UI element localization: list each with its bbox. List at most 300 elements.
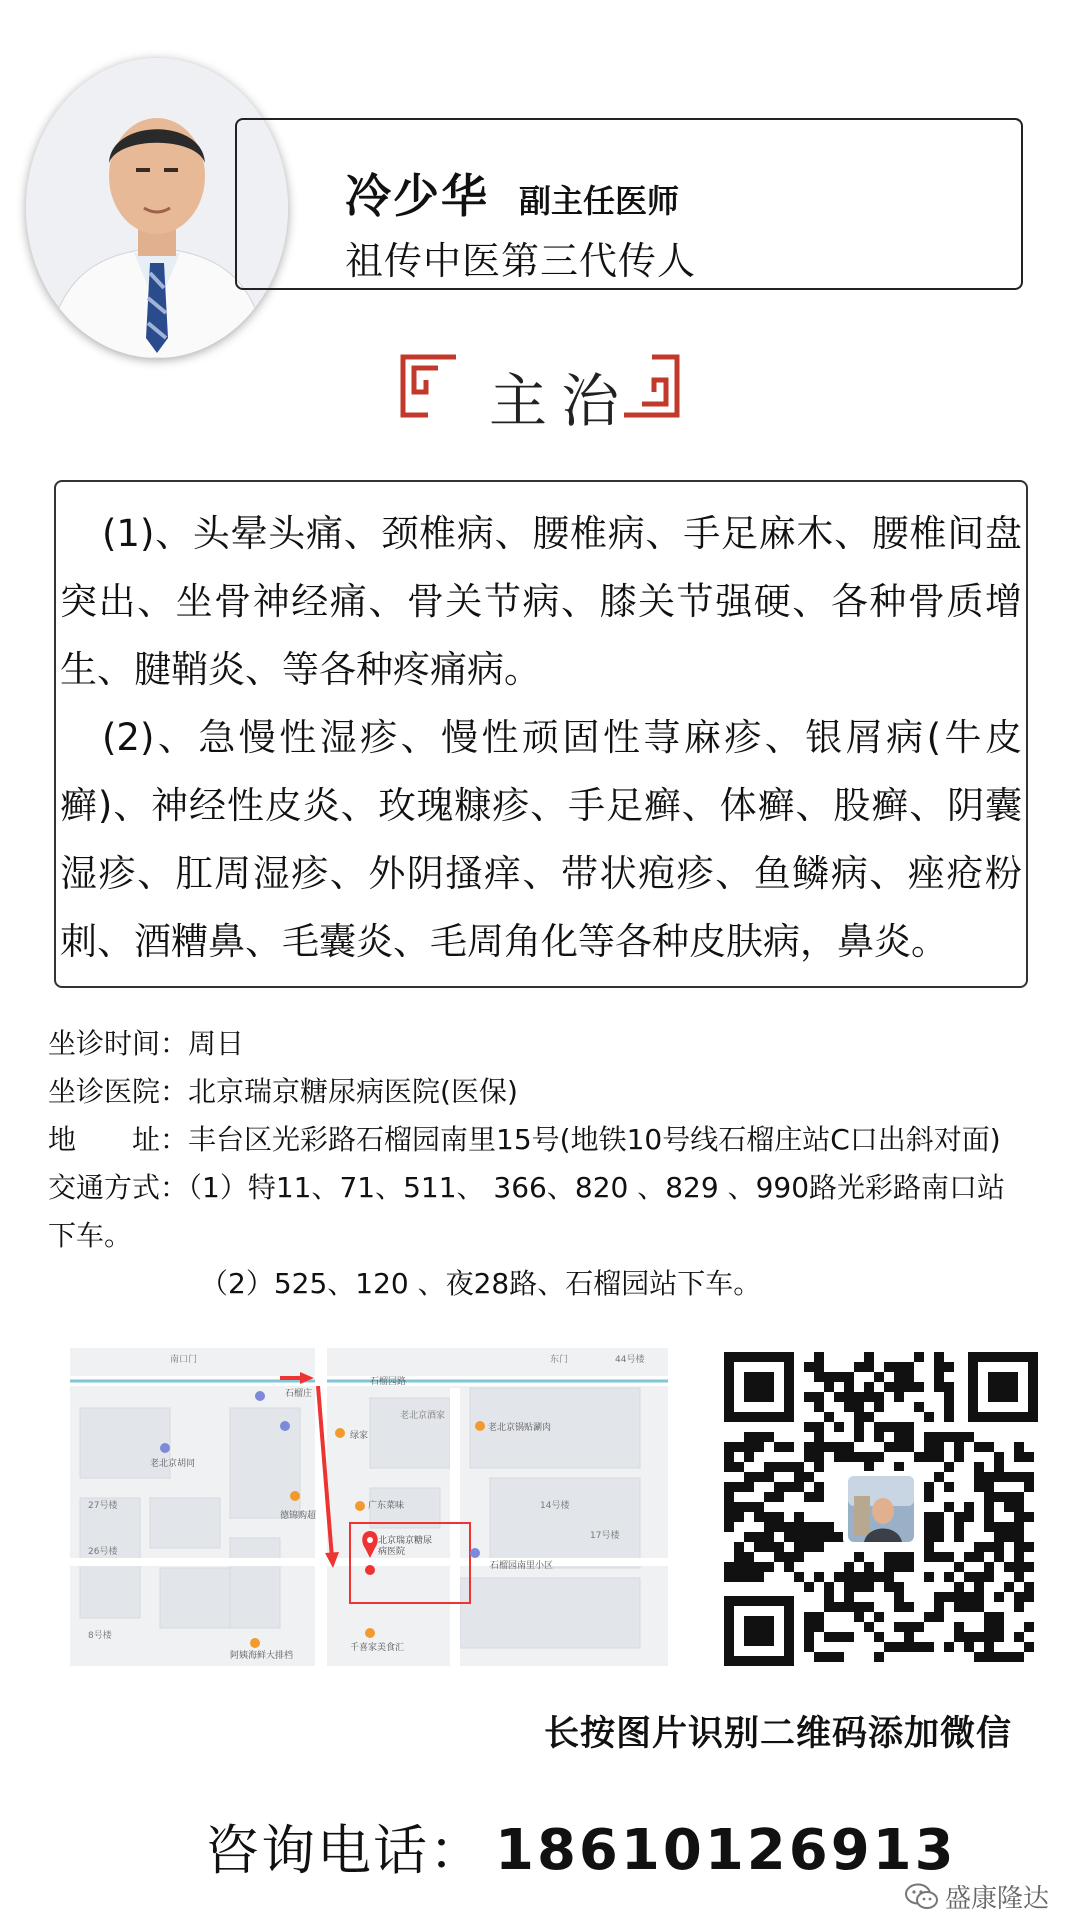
map-label-poi-13: 8号楼 xyxy=(88,1631,112,1641)
qr-module xyxy=(824,1582,834,1592)
qr-module xyxy=(804,1442,814,1452)
qr-module xyxy=(944,1592,954,1602)
map-label-hospital: 北京瑞京糖尿病医院 xyxy=(378,1536,433,1557)
qr-module xyxy=(844,1572,854,1582)
phone-number[interactable]: 18610126913 xyxy=(495,1818,957,1883)
qr-module xyxy=(964,1642,974,1652)
qr-module xyxy=(984,1572,994,1582)
qr-module xyxy=(954,1632,964,1642)
clinic-hospital xyxy=(48,1070,518,1110)
map-label-station: 石榴庄 xyxy=(285,1389,313,1399)
qr-module xyxy=(904,1622,914,1632)
qr-module xyxy=(934,1552,944,1562)
qr-module xyxy=(754,1472,764,1482)
qr-module xyxy=(874,1422,884,1432)
qr-module xyxy=(884,1552,894,1562)
qr-module xyxy=(814,1452,824,1462)
qr-module xyxy=(894,1442,904,1452)
qr-module xyxy=(1014,1552,1024,1562)
qr-module xyxy=(844,1452,854,1462)
qr-module xyxy=(894,1362,904,1372)
qr-module xyxy=(984,1632,994,1642)
qr-module xyxy=(994,1542,1004,1552)
qr-module xyxy=(894,1372,904,1382)
qr-module xyxy=(804,1622,814,1632)
qr-module xyxy=(734,1462,744,1472)
qr-module xyxy=(744,1532,754,1542)
qr-module xyxy=(814,1522,824,1532)
qr-module xyxy=(804,1362,814,1372)
qr-module xyxy=(984,1642,994,1652)
qr-module xyxy=(954,1532,964,1542)
qr-module xyxy=(774,1522,784,1532)
doctor-subtitle: 祖传中医第三代传人 xyxy=(345,239,697,283)
qr-module xyxy=(874,1612,884,1622)
qr-module xyxy=(874,1652,884,1662)
map-label-poi-17: 老北京酒家 xyxy=(400,1411,446,1421)
qr-module xyxy=(774,1492,784,1502)
qr-module xyxy=(924,1612,934,1622)
qr-module xyxy=(934,1522,944,1532)
qr-module xyxy=(804,1492,814,1502)
qr-module xyxy=(934,1432,944,1442)
qr-module xyxy=(904,1602,914,1612)
qr-module xyxy=(874,1372,884,1382)
qr-module xyxy=(884,1642,894,1652)
qr-module xyxy=(944,1362,954,1372)
qr-module xyxy=(824,1652,834,1662)
qr-module xyxy=(944,1382,954,1392)
qr-module xyxy=(924,1642,934,1652)
qr-module xyxy=(984,1542,994,1552)
qr-module xyxy=(1024,1542,1034,1552)
qr-module xyxy=(814,1532,824,1542)
qr-module xyxy=(954,1432,964,1442)
qr-module xyxy=(954,1562,964,1572)
qr-module xyxy=(774,1512,784,1522)
qr-module xyxy=(904,1362,914,1372)
qr-module xyxy=(904,1372,914,1382)
clinic-transport-line2: （2）525、120 、夜28路、石榴园站下车。 xyxy=(200,1267,762,1300)
qr-module xyxy=(954,1592,964,1602)
qr-module xyxy=(784,1522,794,1532)
qr-module xyxy=(894,1602,904,1612)
qr-module xyxy=(864,1462,874,1472)
qr-module xyxy=(814,1352,824,1362)
qr-module xyxy=(724,1452,734,1462)
qr-module xyxy=(944,1412,954,1422)
qr-module xyxy=(1004,1472,1014,1482)
qr-module xyxy=(754,1502,764,1512)
clinic-hospital-value: 北京瑞京糖尿病医院(医保) xyxy=(188,1075,518,1108)
qr-module xyxy=(1014,1532,1024,1542)
qr-module xyxy=(854,1602,864,1612)
qr-module xyxy=(734,1502,744,1512)
qr-module xyxy=(934,1352,944,1362)
qr-module xyxy=(754,1442,764,1452)
qr-module xyxy=(824,1412,834,1422)
wechat-icon xyxy=(905,1883,939,1911)
qr-module xyxy=(934,1362,944,1372)
qr-module xyxy=(824,1442,834,1452)
watermark xyxy=(905,1878,1049,1915)
qr-module xyxy=(944,1392,954,1402)
qr-module xyxy=(814,1362,824,1372)
qr-module xyxy=(854,1392,864,1402)
qr-module xyxy=(834,1392,844,1402)
qr-module xyxy=(904,1382,914,1392)
qr-module xyxy=(994,1592,1004,1602)
qr-module xyxy=(724,1572,734,1582)
qr-module xyxy=(924,1412,934,1422)
qr-module xyxy=(754,1512,764,1522)
phone-line xyxy=(205,1808,957,1885)
map-label-poi-16: 44号楼 xyxy=(615,1355,645,1365)
qr-module xyxy=(974,1472,984,1482)
qr-module xyxy=(994,1652,1004,1662)
qr-module xyxy=(814,1462,824,1472)
qr-module xyxy=(1014,1452,1024,1462)
qr-module xyxy=(814,1612,824,1622)
qr-module xyxy=(854,1362,864,1372)
qr-module xyxy=(724,1522,734,1532)
qr-module xyxy=(934,1602,944,1612)
qr-module xyxy=(864,1382,874,1392)
qr-module xyxy=(824,1602,834,1612)
qr-module xyxy=(774,1462,784,1472)
qr-module xyxy=(784,1482,794,1492)
qr-module xyxy=(984,1492,994,1502)
doctor-title: 副主任医师 xyxy=(519,182,680,220)
qr-module xyxy=(764,1462,774,1472)
qr-module xyxy=(1024,1562,1034,1572)
qr-module xyxy=(844,1402,854,1412)
location-map[interactable] xyxy=(70,1348,668,1666)
qr-module xyxy=(834,1652,844,1662)
qr-module xyxy=(944,1432,954,1442)
qr-module xyxy=(834,1602,844,1612)
qr-module xyxy=(844,1582,854,1592)
qr-module xyxy=(734,1552,744,1562)
qr-module xyxy=(1014,1522,1024,1532)
qr-module xyxy=(834,1532,844,1542)
qr-module xyxy=(804,1422,814,1432)
doctor-name: 冷少华 xyxy=(345,169,489,223)
qr-module xyxy=(1024,1452,1034,1462)
qr-module xyxy=(854,1432,864,1442)
map-label-poi-7: 千喜家美食汇 xyxy=(350,1643,405,1653)
qr-module xyxy=(834,1442,844,1452)
clinic-address-label: 地 址： xyxy=(48,1123,189,1156)
qr-module xyxy=(764,1472,774,1482)
qr-module xyxy=(984,1472,994,1482)
qr-module xyxy=(904,1432,914,1442)
qr-module xyxy=(784,1552,794,1562)
qr-module xyxy=(994,1472,1004,1482)
qr-module xyxy=(984,1612,994,1622)
qr-module xyxy=(984,1562,994,1572)
qr-module xyxy=(994,1532,1004,1542)
qr-module xyxy=(944,1502,954,1512)
qr-module xyxy=(774,1542,784,1552)
map-label-poi-8: 阿姨海鲜大排档 xyxy=(230,1651,294,1661)
qr-module xyxy=(764,1492,774,1502)
qr-module xyxy=(804,1542,814,1552)
qr-module xyxy=(844,1632,854,1642)
qr-module xyxy=(974,1572,984,1582)
qr-module xyxy=(794,1482,804,1492)
qr-module xyxy=(954,1522,964,1532)
qr-module xyxy=(1004,1652,1014,1662)
map-label-poi-2: 绿家 xyxy=(350,1431,369,1441)
qr-module xyxy=(1014,1492,1024,1502)
clinic-address-value: 丰台区光彩路石榴园南里15号(地铁10号线石榴庄站C口出斜对面) xyxy=(188,1123,1001,1156)
qr-module xyxy=(1014,1632,1024,1642)
qr-module xyxy=(924,1432,934,1442)
qr-module xyxy=(964,1592,974,1602)
qr-module xyxy=(824,1382,834,1392)
qr-module xyxy=(954,1442,964,1452)
qr-module xyxy=(794,1512,804,1522)
qr-module xyxy=(854,1452,864,1462)
qr-module xyxy=(954,1582,964,1592)
qr-caption: 长按图片识别二维码添加微信 xyxy=(544,1714,1013,1754)
qr-module xyxy=(994,1552,1004,1562)
qr-module xyxy=(764,1532,774,1542)
treatment-list xyxy=(60,500,1022,976)
qr-module xyxy=(764,1432,774,1442)
qr-module xyxy=(804,1642,814,1652)
qr-module xyxy=(1014,1652,1024,1662)
qr-module xyxy=(1014,1472,1024,1482)
qr-module xyxy=(964,1502,974,1512)
qr-module xyxy=(894,1422,904,1432)
qr-module xyxy=(894,1392,904,1402)
qr-module xyxy=(744,1552,754,1562)
qr-module xyxy=(934,1442,944,1452)
map-label-poi-14: 东门 xyxy=(550,1355,569,1365)
treatment-item-2: (2)、急慢性湿疹、慢性顽固性荨麻疹、银屑病(牛皮癣)、神经性皮炎、玫瑰糠疹、手足癣、体癣、股癣、阴囊湿疹、肛周湿疹、外阴搔痒、带状疱疹、鱼鳞病、痤疮粉刺、酒糟鼻、毛囊炎、毛周角化等各种皮肤病，鼻炎。 xyxy=(60,716,1022,963)
qr-module xyxy=(974,1462,984,1472)
qr-module xyxy=(804,1522,814,1532)
wechat-qr-code[interactable] xyxy=(718,1346,1044,1672)
qr-module xyxy=(744,1482,754,1492)
qr-module xyxy=(914,1452,924,1462)
qr-module xyxy=(864,1362,874,1372)
qr-module xyxy=(864,1392,874,1402)
clinic-time xyxy=(48,1022,244,1062)
qr-module xyxy=(734,1562,744,1572)
qr-module xyxy=(724,1482,734,1492)
qr-module xyxy=(844,1602,854,1612)
qr-module xyxy=(974,1602,984,1612)
left-bracket-ornament-icon xyxy=(398,352,458,420)
qr-module xyxy=(814,1482,824,1492)
qr-module xyxy=(1014,1512,1024,1522)
qr-module xyxy=(834,1572,844,1582)
qr-module xyxy=(834,1372,844,1382)
qr-module xyxy=(844,1442,854,1452)
qr-module xyxy=(804,1472,814,1482)
qr-module xyxy=(754,1432,764,1442)
qr-module xyxy=(774,1442,784,1452)
qr-module xyxy=(944,1642,954,1652)
qr-module xyxy=(884,1582,894,1592)
qr-module xyxy=(744,1502,754,1512)
qr-module xyxy=(804,1532,814,1542)
qr-module xyxy=(944,1572,954,1582)
qr-module xyxy=(734,1482,744,1492)
qr-module xyxy=(934,1372,944,1382)
qr-module xyxy=(814,1622,824,1632)
qr-module xyxy=(924,1512,934,1522)
qr-module xyxy=(794,1542,804,1552)
qr-module xyxy=(894,1552,904,1562)
qr-module xyxy=(824,1532,834,1542)
qr-module xyxy=(724,1462,734,1472)
clinic-transport-line1b: 下车。 xyxy=(48,1219,133,1252)
qr-module xyxy=(984,1622,994,1632)
map-label-poi-9: 14号楼 xyxy=(540,1501,570,1511)
clinic-time-value: 周日 xyxy=(188,1027,245,1060)
qr-module xyxy=(874,1452,884,1462)
doctor-name-line xyxy=(345,160,679,226)
qr-module xyxy=(994,1632,1004,1642)
qr-module xyxy=(734,1572,744,1582)
qr-module xyxy=(864,1622,874,1632)
qr-module xyxy=(904,1442,914,1452)
qr-module xyxy=(844,1382,854,1392)
map-label-poi-3: 老北京锅贴涮肉 xyxy=(488,1423,552,1433)
qr-module xyxy=(964,1432,974,1442)
qr-module xyxy=(804,1632,814,1642)
qr-module xyxy=(964,1552,974,1562)
qr-module xyxy=(924,1452,934,1462)
qr-module xyxy=(744,1562,754,1572)
qr-module xyxy=(984,1652,994,1662)
qr-module xyxy=(804,1392,814,1402)
qr-module xyxy=(884,1562,894,1572)
qr-module xyxy=(754,1542,764,1552)
qr-module xyxy=(784,1532,794,1542)
qr-module xyxy=(794,1522,804,1532)
qr-module xyxy=(964,1602,974,1612)
map-label-poi-1: 老北京胡同 xyxy=(150,1459,196,1469)
qr-module xyxy=(974,1542,984,1552)
qr-module xyxy=(894,1642,904,1652)
qr-module xyxy=(944,1462,954,1472)
qr-module xyxy=(864,1352,874,1362)
qr-module xyxy=(974,1632,984,1642)
qr-module xyxy=(854,1412,864,1422)
qr-module xyxy=(854,1422,864,1432)
qr-module xyxy=(804,1582,814,1592)
qr-module xyxy=(924,1492,934,1502)
qr-module xyxy=(1014,1542,1024,1552)
qr-module xyxy=(724,1492,734,1502)
watermark-text: 盛康隆达 xyxy=(945,1884,1050,1914)
qr-module xyxy=(874,1572,884,1582)
qr-module xyxy=(814,1492,824,1502)
qr-module xyxy=(974,1582,984,1592)
qr-module xyxy=(744,1572,754,1582)
qr-module xyxy=(744,1472,754,1482)
clinic-address xyxy=(48,1118,1001,1158)
clinic-time-label: 坐诊时间： xyxy=(48,1027,189,1060)
qr-module xyxy=(734,1512,744,1522)
qr-module xyxy=(974,1652,984,1662)
right-bracket-ornament-icon xyxy=(622,352,682,420)
qr-module xyxy=(964,1572,974,1582)
qr-module xyxy=(1004,1522,1014,1532)
qr-module xyxy=(924,1522,934,1532)
qr-module xyxy=(784,1562,794,1572)
qr-module xyxy=(864,1452,874,1462)
qr-module xyxy=(884,1362,894,1372)
qr-module xyxy=(954,1452,964,1462)
qr-module xyxy=(774,1552,784,1562)
qr-module xyxy=(724,1512,734,1522)
qr-module xyxy=(764,1512,774,1522)
qr-module xyxy=(1014,1592,1024,1602)
qr-module xyxy=(894,1622,904,1632)
qr-module xyxy=(814,1422,824,1432)
qr-module xyxy=(724,1442,734,1452)
qr-module xyxy=(894,1432,904,1442)
qr-module xyxy=(924,1532,934,1542)
qr-module xyxy=(914,1352,924,1362)
qr-module xyxy=(944,1482,954,1492)
qr-module xyxy=(754,1562,764,1572)
qr-module xyxy=(814,1542,824,1552)
qr-module xyxy=(924,1542,934,1552)
qr-module xyxy=(1014,1562,1024,1572)
qr-module xyxy=(854,1402,864,1412)
qr-module xyxy=(1004,1562,1014,1572)
qr-module xyxy=(824,1592,834,1602)
qr-module xyxy=(1024,1582,1034,1592)
clinic-transport xyxy=(48,1166,1005,1206)
qr-module xyxy=(864,1582,874,1592)
qr-module xyxy=(814,1652,824,1662)
qr-module xyxy=(934,1452,944,1462)
qr-module xyxy=(874,1432,884,1442)
qr-module xyxy=(734,1442,744,1452)
qr-module xyxy=(754,1572,764,1582)
qr-module xyxy=(954,1512,964,1522)
qr-module xyxy=(934,1512,944,1522)
qr-module xyxy=(1014,1602,1024,1612)
qr-module xyxy=(944,1552,954,1562)
qr-module xyxy=(734,1542,744,1552)
qr-module xyxy=(834,1452,844,1462)
qr-module xyxy=(814,1442,824,1452)
qr-module xyxy=(824,1522,834,1532)
qr-module xyxy=(854,1612,864,1622)
qr-module xyxy=(954,1602,964,1612)
qr-module xyxy=(1024,1482,1034,1492)
qr-module xyxy=(934,1472,944,1482)
qr-module xyxy=(834,1632,844,1642)
qr-module xyxy=(934,1382,944,1392)
qr-module xyxy=(744,1432,754,1442)
qr-module xyxy=(1024,1512,1034,1522)
qr-module xyxy=(904,1562,914,1572)
map-label-poi-10: 17号楼 xyxy=(590,1531,620,1541)
map-label-poi-5: 广东菜味 xyxy=(368,1501,405,1511)
qr-module xyxy=(934,1532,944,1542)
map-label-poi-6: 石榴园南里小区 xyxy=(490,1561,554,1571)
